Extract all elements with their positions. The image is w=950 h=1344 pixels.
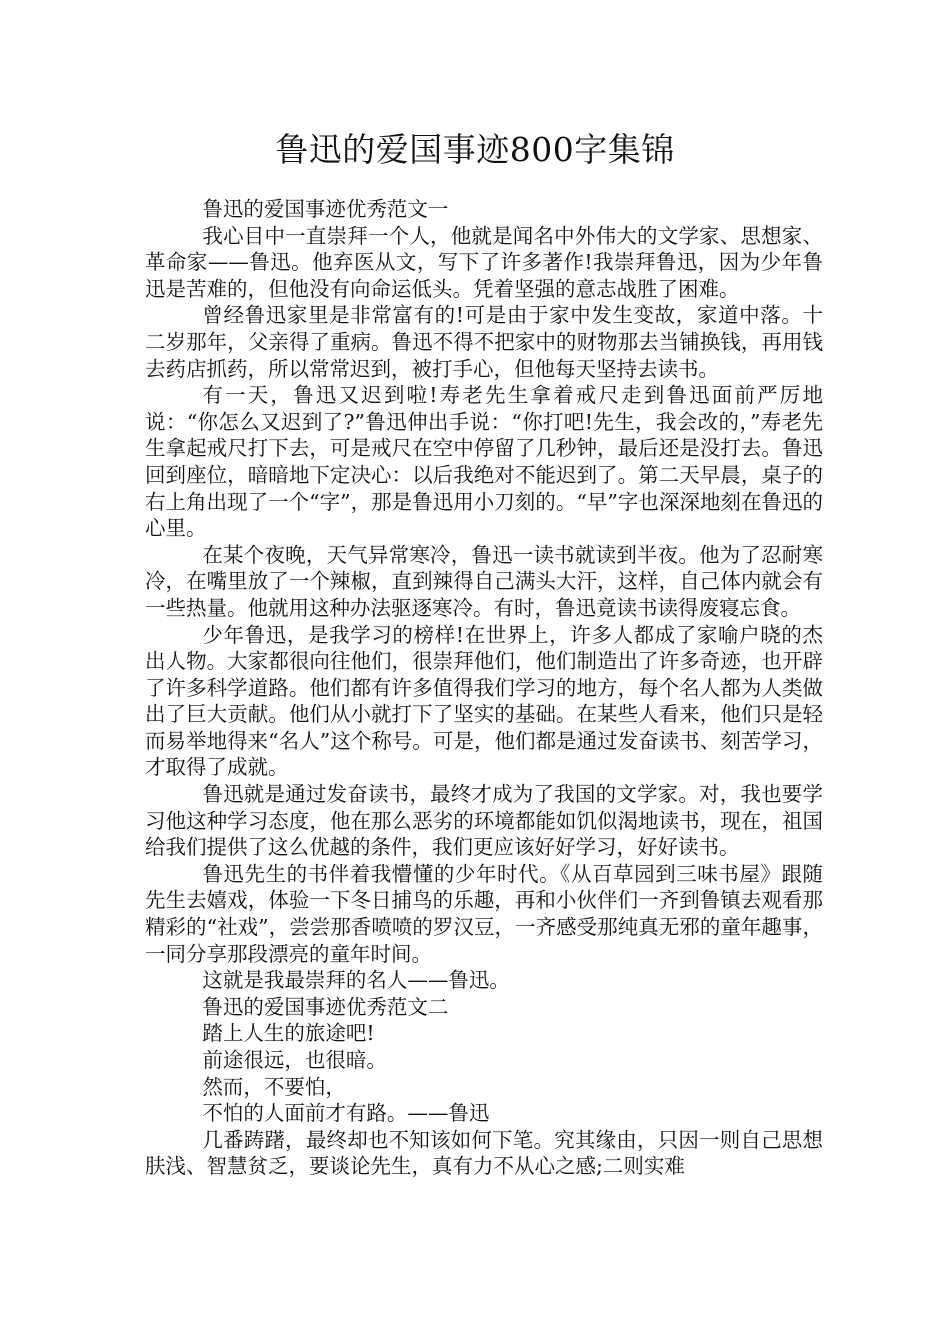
paragraph: 在某个夜晚，天气异常寒冷，鲁迅一读书就读到半夜。他为了忍耐寒冷，在嘴里放了一个辣椒，直到辣得自己满头大汗，这样，自己体内就会有一些热量。他就用这种办法驱逐寒冷。有时，鲁迅竟读书读得废寝忘食。 xyxy=(145,542,823,620)
paragraph: 踏上人生的旅途吧! xyxy=(202,1021,375,1046)
paragraph: 少年鲁迅，是我学习的榜样!在世界上，许多人都成了家喻户晓的杰出人物。大家都很向往他们，很崇拜他们，他们制造出了许多奇迹，也开辟了许多科学道路。他们都有许多值得我们学习的地方，每个名人都为人类做出了巨大贡献。他们从小就打下了坚实的基础。在某些人看来，他们只是轻而易举地得来“名人”这个称号。可是，他们都是通过发奋读书、刻苦学习，才取得了成就。 xyxy=(145,622,823,780)
paragraph: 鲁迅就是通过发奋读书，最终才成为了我国的文学家。对，我也要学习他这种学习态度，他在那么恶劣的环境都能如饥似渴地读书，现在，祖国给我们提供了这么优越的条件，我们更应该好好学习，好好读书。 xyxy=(145,782,823,860)
paragraph: 前途很远，也很暗。 xyxy=(202,1048,387,1072)
paragraph: 这就是我最崇拜的名人——鲁迅。 xyxy=(202,968,510,993)
paragraph: 有一天，鲁迅又迟到啦!寿老先生拿着戒尺走到鲁迅面前严厉地说：“你怎么又迟到了?”鲁迅伸出手说：“你打吧!先生，我会改的，”寿老先生拿起戒尺打下去，可是戒尺在空中停留了几秒钟，最后还是没打去。鲁迅回到座位，暗暗地下定决心：以后我绝对不能迟到了。第二天早晨，桌子的右上角出现了一个“字”，那是鲁迅用小刀刻的。“早”字也深深地刻在鲁迅的心里。 xyxy=(145,383,823,541)
paragraph: 几番踌躇，最终却也不知该如何下笔。究其缘由，只因一则自己思想肤浅、智慧贫乏，要谈论先生，真有力不从心之感;二则实难 xyxy=(145,1127,823,1179)
document-title: 鲁迅的爱国事迹800字集锦 xyxy=(275,130,675,169)
paragraph: 不怕的人面前才有路。——鲁迅 xyxy=(202,1101,490,1126)
paragraph: 鲁迅先生的书伴着我懵懂的少年时代。《从百草园到三味书屋》跟随先生去嬉戏，体验一下冬日捕鸟的乐趣，再和小伙伴们一齐到鲁镇去观看那精彩的“社戏”，尝尝那香喷喷的罗汉豆，一齐感受那纯真无邪的童年趣事，一同分享那段漂亮的童年时间。 xyxy=(145,861,823,966)
paragraph: 我心目中一直崇拜一个人，他就是闻名中外伟大的文学家、思想家、革命家——鲁迅。他弃医从文，写下了许多著作!我崇拜鲁迅，因为少年鲁迅是苦难的，但他没有向命运低头。凭着坚强的意志战胜了困难。 xyxy=(145,223,823,301)
paragraph: 鲁迅的爱国事迹优秀范文一 xyxy=(202,197,449,221)
document-body xyxy=(145,196,823,1180)
paragraph: 曾经鲁迅家里是非常富有的!可是由于家中发生变故，家道中落。十二岁那年，父亲得了重病。鲁迅不得不把家中的财物那去当铺换钱，再用钱去药店抓药，所以常常迟到，被打手心，但他每天坚持去读书。 xyxy=(145,303,823,381)
paragraph: 然而，不要怕， xyxy=(202,1074,346,1099)
paragraph: 鲁迅的爱国事迹优秀范文二 xyxy=(202,994,449,1019)
